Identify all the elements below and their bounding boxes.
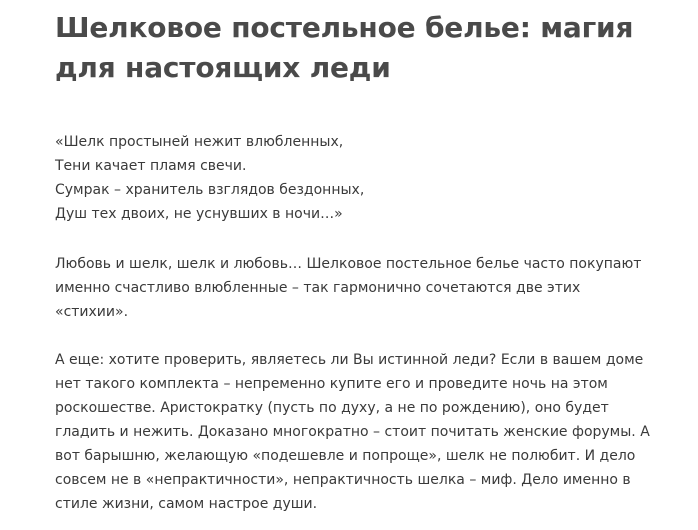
poem-quote: [55, 130, 364, 226]
paragraph-line: гладить и нежить. Доказано многократно – стоит почитать женские форумы. А: [55, 424, 650, 440]
poem-line: «Шелк простыней нежит влюбленных,: [55, 134, 344, 150]
paragraph-line: роскошестве. Аристократку (пусть по духу, а не по рождению), оно будет: [55, 400, 609, 416]
paragraph-true-lady: [55, 348, 680, 516]
paragraph-line: совсем не в «непрактичности», непрактичность шелка – миф. Дело именно в: [55, 472, 631, 488]
article: [55, 8, 680, 512]
paragraph-line: Любовь и шелк, шелк и любовь… Шелковое постельное белье часто покупают: [55, 256, 642, 272]
title-line: для настоящих леди: [55, 51, 391, 84]
poem-line: Сумрак – хранитель взглядов бездонных,: [55, 182, 365, 198]
poem-line: Тени качает пламя свечи.: [55, 158, 247, 174]
paragraph-line: стиле жизни, самом настрое души.: [55, 496, 318, 512]
paragraph-line: А еще: хотите проверить, являетесь ли Вы истинной леди? Если в вашем доме: [55, 352, 644, 368]
paragraph-line: нет такого комплекта – непременно купите его и проведите ночь на этом: [55, 376, 608, 392]
article-title: [55, 8, 680, 88]
paragraph-line: «стихии».: [55, 304, 129, 320]
paragraph-line: именно счастливо влюбленные – так гармонично сочетаются две этих: [55, 280, 581, 296]
paragraph-line: вот барышню, желающую «подешевле и попроще», шелк не полюбит. И дело: [55, 448, 636, 464]
paragraph-love-and-silk: [55, 252, 680, 324]
title-line: Шелковое постельное белье: магия: [55, 11, 634, 44]
poem-line: Душ тех двоих, не уснувших в ночи…»: [55, 206, 343, 222]
